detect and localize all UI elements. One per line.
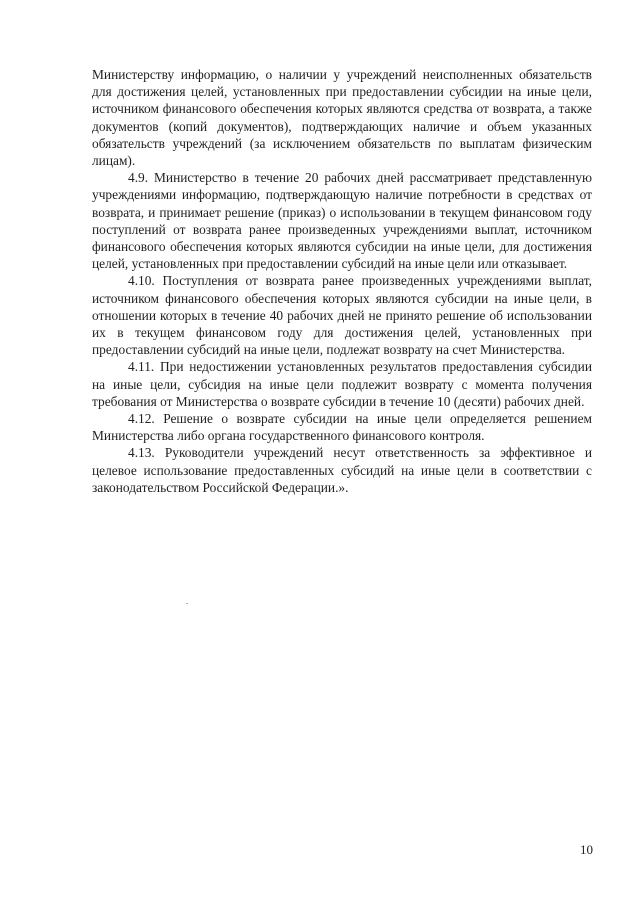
paragraph-4-10: 4.10. Поступления от возврата ранее произведенных учреждениями выплат, источником финансового обеспечения которых являются субсидии на иные цели, в отношении которых в течение 40 рабочих дней не принято решение об использовании их в текущем финансовом году для достижения целей, установленных при предоставлении субсидий на иные цели, подлежат возврату на счет Министерства. <box>92 273 592 358</box>
paragraph-4-13: 4.13. Руководители учреждений несут ответственность за эффективное и целевое использование предоставленных субсидий на иные цели в соответствии с законодательством Российской Федерации.». <box>92 445 592 495</box>
paragraph-continuation: Министерству информацию, о наличии у учреждений неисполненных обязательств для достижения целей, установленных при предоставлении субсидии на иные цели, источником финансового обеспечения которых являются средства от возврата, а также документов (копий документов), подтверждающих наличие и объем указанных обязательств учреждений (за исключением обязательств по выплатам физическим лицам). <box>92 67 592 169</box>
paragraph-4-9: 4.9. Министерство в течение 20 рабочих дней рассматривает представленную учреждениями информацию, подтверждающую наличие потребности в средствах от возврата, и принимает решение (приказ) о использовании в текущем финансовом году поступлений от возврата ранее произведенных учреждениями выплат, источником финансового обеспечения которых являются субсидии на иные цели, для достижения целей, установленных при предоставлении субсидий на иные цели или отказывает. <box>92 170 592 272</box>
paragraph-4-12: 4.12. Решение о возврате субсидии на иные цели определяется решением Министерства либо органа государственного финансового контроля. <box>92 411 592 444</box>
page-number: 10 <box>580 842 593 857</box>
document-body <box>92 66 592 496</box>
paragraph-4-11: 4.11. При недостижении установленных результатов предоставления субсидии на иные цели, субсидия на иные цели подлежит возврату с момента получения требования от Министерства о возврате субсидии в течение 10 (десяти) рабочих дней. <box>92 359 592 409</box>
scan-speck <box>186 603 188 604</box>
